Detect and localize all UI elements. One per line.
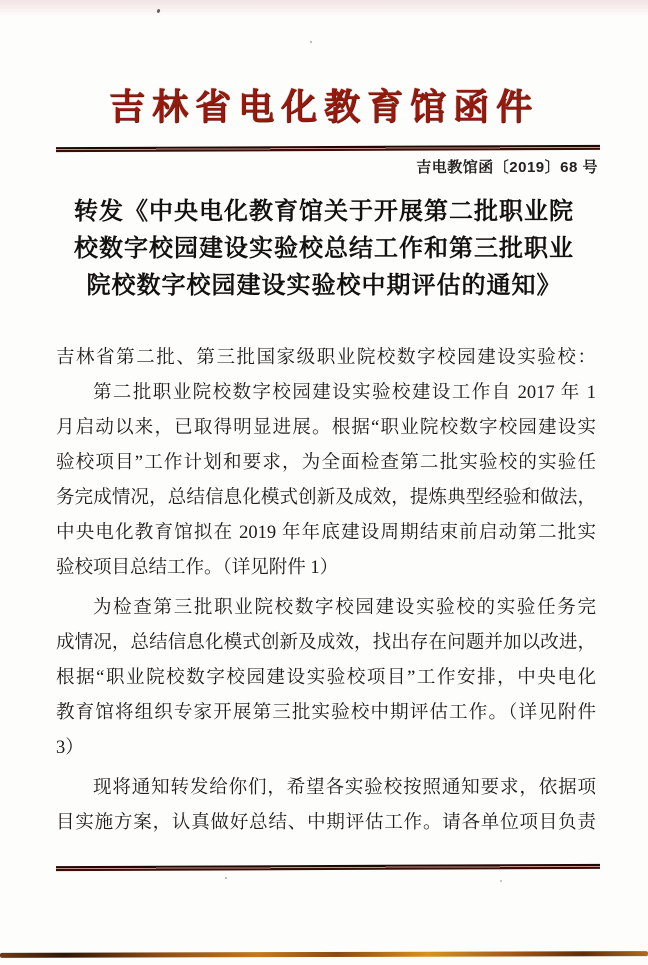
scan-edge-tint	[0, 0, 648, 16]
letterhead-rule	[56, 145, 600, 152]
footer-rule	[56, 864, 600, 871]
document-number: 吉电教馆函〔2019〕68 号	[416, 159, 598, 176]
document-title-line: 转发《中央电化教育馆关于开展第二批职业院	[74, 199, 574, 225]
body-line: 3）	[56, 738, 84, 758]
paper-edge-line	[0, 951, 648, 958]
scan-speck	[500, 880, 502, 882]
body-line: 教育馆将组织专家开展第三批实验校中期评估工作。（详见附件	[56, 703, 596, 723]
body-line: 成情况，总结信息化模式创新及成效，找出存在问题并加以改进，	[56, 633, 596, 653]
body-line: 为检查第三批职业院校数字校园建设实验校的实验任务完	[93, 598, 596, 618]
body-line: 务完成情况，总结信息化模式创新及成效，提炼典型经验和做法，	[56, 488, 596, 508]
body-line: 第二批职业院校数字校园建设实验校建设工作自 2017 年 1	[93, 383, 596, 403]
body-line: 月启动以来，已取得明显进展。根据“职业院校数字校园建设实	[56, 418, 596, 438]
body-line: 现将通知转发给你们，希望各实验校按照通知要求，依据项	[93, 778, 596, 798]
body-line: 根据“职业院校数字校园建设实验校项目”工作安排，中央电化	[56, 668, 596, 688]
body-line: 验校项目”工作计划和要求，为全面检查第二批实验校的实验任	[56, 453, 596, 473]
body-line: 验校项目总结工作。（详见附件 1）	[56, 558, 339, 578]
document-title-line: 校数字校园建设实验校总结工作和第三批职业	[74, 236, 574, 262]
document-title-line: 院校数字校园建设实验校中期评估的通知》	[86, 273, 562, 299]
letterhead-title: 吉林省电化教育馆函件	[108, 87, 539, 127]
salutation-line: 吉林省第二批、第三批国家级职业院校数字校园建设实验校：	[56, 348, 596, 368]
body-line: 中央电化教育馆拟在 2019 年年底建设周期结束前启动第二批实	[56, 523, 596, 543]
letter-body	[56, 341, 596, 841]
scan-speck	[225, 877, 227, 879]
body-line: 目实施方案，认真做好总结、中期评估工作。请各单位项目负责	[56, 813, 596, 833]
document-title	[44, 194, 604, 305]
scan-speck	[310, 41, 312, 43]
